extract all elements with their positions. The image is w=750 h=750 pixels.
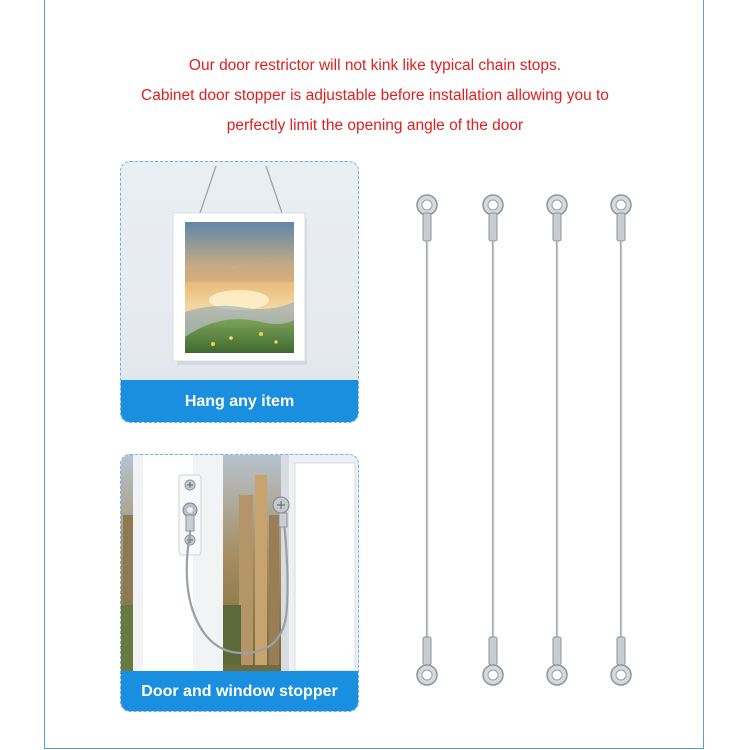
headline-line-1: Our door restrictor will not kink like typical chain stops. (188, 57, 562, 74)
hang-any-item-caption: Hang any item (121, 380, 358, 423)
cable-restrictors-group (400, 185, 660, 705)
headline-line-3: perfectly limit the opening angle of the door (226, 117, 524, 134)
cable-restrictor-1 (417, 195, 437, 685)
headline-line-2: Cabinet door stopper is adjustable before installation allowing you to (141, 87, 609, 104)
hang-any-item-card (120, 161, 359, 423)
framed-picture-illustration (121, 162, 359, 380)
door-window-stopper-card (120, 454, 359, 712)
window-restrictor-illustration (121, 455, 359, 671)
door-window-stopper-caption: Door and window stopper (121, 671, 358, 712)
cable-restrictor-3 (547, 195, 567, 685)
cable-restrictor-2 (483, 195, 503, 685)
cable-restrictor-4 (611, 195, 631, 685)
